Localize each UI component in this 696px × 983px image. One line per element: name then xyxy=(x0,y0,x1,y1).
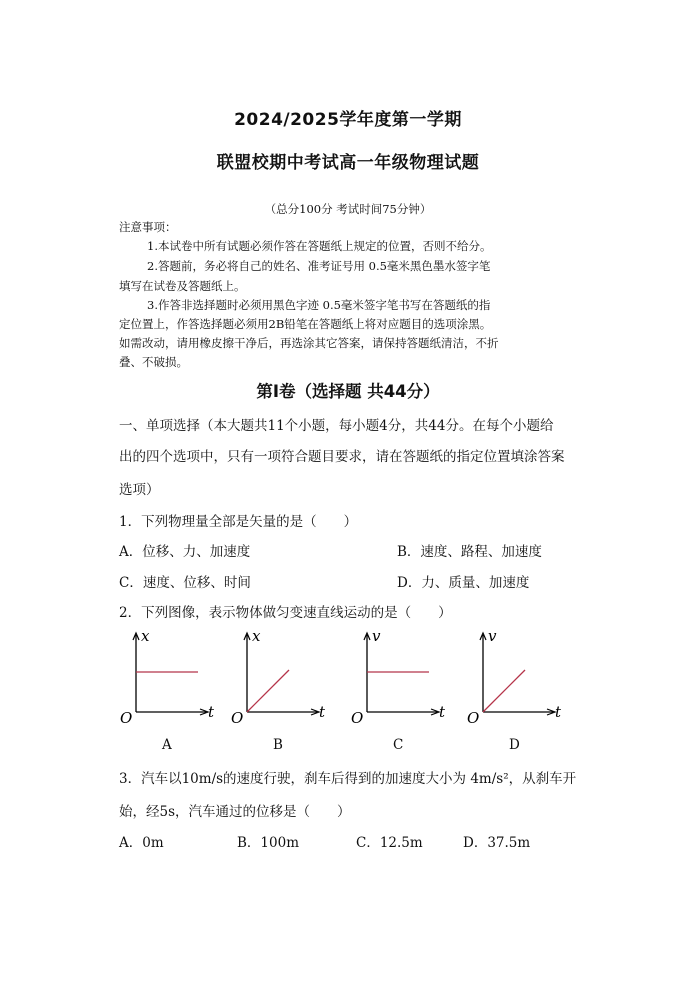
exam-title: 联盟校期中考试高一年级物理试题 xyxy=(216,153,480,173)
y-axis-label: v xyxy=(488,627,497,645)
graph-line-rising xyxy=(247,670,289,712)
graph-caption-c: C xyxy=(393,737,404,753)
x-axis-label: t xyxy=(319,703,326,721)
notice-item-1: 1.本试卷中所有试题必须作答在答题纸上规定的位置，否则不给分。 xyxy=(147,239,492,253)
notice-item-3d: 叠、不破损。 xyxy=(119,355,188,369)
x-axis-label: t xyxy=(439,703,446,721)
graph-d xyxy=(463,627,563,727)
graph-a xyxy=(116,627,216,727)
question-1-option-d: D．力、质量、加速度 xyxy=(397,575,530,591)
notice-heading: 注意事项： xyxy=(119,220,177,234)
x-axis-label: t xyxy=(555,703,562,721)
graph-line-rising xyxy=(483,670,525,712)
graph-caption-b: B xyxy=(273,737,283,753)
x-axis-label: t xyxy=(208,703,215,721)
section-intro-3: 选项） xyxy=(119,482,160,498)
origin-label: O xyxy=(231,709,244,727)
section-intro-2: 出的四个选项中，只有一项符合题目要求，请在答题纸的指定位置填涂答案 xyxy=(119,449,565,465)
y-axis-label: x xyxy=(252,627,261,645)
graph-caption-a: A xyxy=(162,737,172,753)
question-1-option-b: B．速度、路程、加速度 xyxy=(397,544,542,560)
notice-item-3c: 如需改动，请用橡皮擦干净后，再选涂其它答案，请保持答题纸清洁，不折 xyxy=(119,336,499,350)
notice-item-2b: 填写在试卷及答题纸上。 xyxy=(119,279,246,293)
exam-year-title: 2024/2025学年度第一学期 xyxy=(234,110,462,130)
question-1-stem: 1．下列物理量全部是矢量的是（ ） xyxy=(119,514,358,530)
graph-caption-d: D xyxy=(509,737,520,753)
question-3-option-d: D．37.5m xyxy=(463,835,531,851)
question-3-option-a: A．0m xyxy=(119,835,164,851)
question-3-stem-1: 3．汽车以10m/s的速度行驶，刹车后得到的加速度大小为 4m/s²，从刹车开 xyxy=(119,771,577,787)
question-3-stem-2: 始，经5s，汽车通过的位移是（ ） xyxy=(119,804,351,820)
graph-c xyxy=(347,627,447,727)
question-3-option-c: C．12.5m xyxy=(356,835,423,851)
question-3-option-b: B．100m xyxy=(237,835,299,851)
notice-item-3b: 定位置上，作答选择题必须用2B铅笔在答题纸上将对应题目的选项涂黑。 xyxy=(119,317,492,331)
section-title: 第Ⅰ卷（选择题 共44分） xyxy=(256,382,440,401)
graph-b xyxy=(227,627,327,727)
origin-label: O xyxy=(351,709,364,727)
y-axis-label: v xyxy=(372,627,381,645)
section-intro-1: 一、单项选择（本大题共11个小题，每小题4分，共44分。在每个小题给 xyxy=(119,418,554,434)
notice-item-3a: 3.作答非选择题时必须用黑色字迹 0.5毫米签字笔书写在答题纸的指 xyxy=(147,298,491,312)
origin-label: O xyxy=(120,709,133,727)
notice-item-2a: 2.答题前，务必将自己的姓名、准考证号用 0.5毫米黑色墨水签字笔 xyxy=(147,259,491,273)
question-1-option-a: A．位移、力、加速度 xyxy=(119,544,251,560)
y-axis-label: x xyxy=(141,627,150,645)
origin-label: O xyxy=(467,709,480,727)
question-2-stem: 2．下列图像，表示物体做匀变速直线运动的是（ ） xyxy=(119,605,452,621)
question-1-option-c: C．速度、位移、时间 xyxy=(119,575,251,591)
exam-meta: （总分100分 考试时间75分钟） xyxy=(264,202,432,216)
